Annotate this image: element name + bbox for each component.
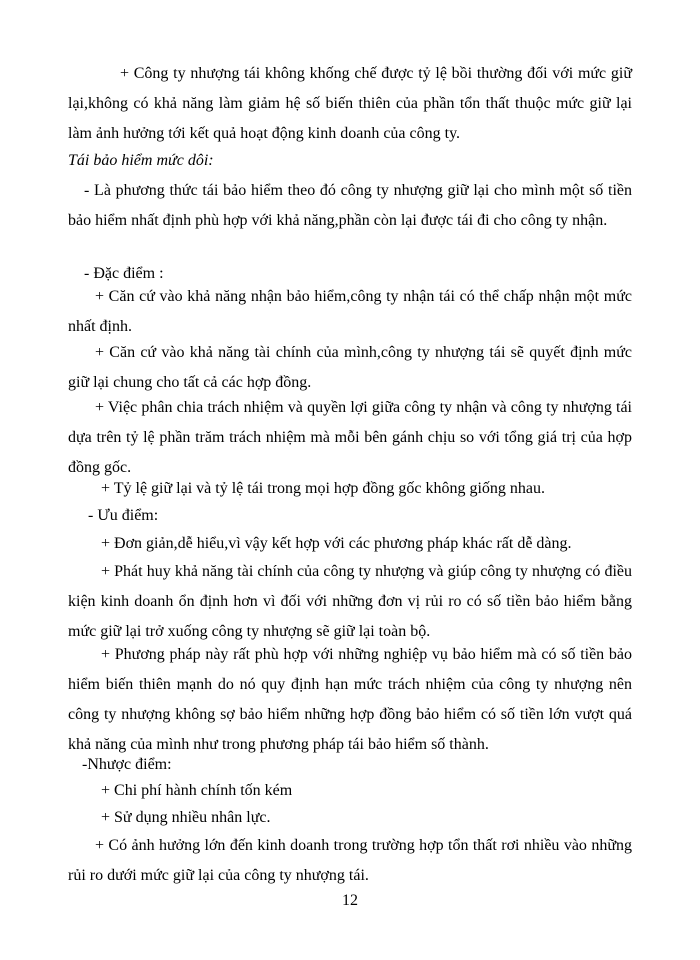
paragraph-disadvantage-3: + Có ảnh hưởng lớn đến kinh doanh trong trường hợp tổn thất rơi nhiều vào những rủi ro dưới mức giữ lại của công ty nhượng tái. xyxy=(68,837,632,884)
paragraph-characteristic-2: + Căn cứ vào khả năng tài chính của mình,công ty nhượng tái sẽ quyết định mức giữ lại chung cho tất cả các hợp đồng. xyxy=(68,344,632,391)
paragraph-advantage-3: + Phương pháp này rất phù hợp với những nghiệp vụ bảo hiểm mà có số tiền bảo hiểm biến thiên mạnh do nó quy định hạn mức trách nhiệm của công ty nhượng nên công ty nhượng không sợ bảo hiểm những hợp đồng bảo hiểm có số tiền lớn vượt quá khả năng của mình như trong phương pháp tái bảo hiểm số thành. xyxy=(68,646,632,753)
paragraph-disadvantage-2: + Sử dụng nhiều nhân lực. xyxy=(101,809,271,826)
paragraph-characteristic-1: + Căn cứ vào khả năng nhận bảo hiểm,công ty nhận tái có thể chấp nhận một mức nhất định. xyxy=(68,288,632,335)
paragraph-advantage-2: + Phát huy khả năng tài chính của công ty nhượng và giúp công ty nhượng có điều kiện kinh doanh ổn định hơn vì đối với những đơn vị rủi ro có số tiền bảo hiểm bằng mức giữ lại trở xuống công ty nhượng sẽ giữ lại toàn bộ. xyxy=(68,563,632,640)
paragraph-retention-limit-issue: + Công ty nhượng tái không khống chế được tỷ lệ bồi thường đối với mức giữ lại,không có khả năng làm giảm hệ số biến thiên của phần tổn thất thuộc mức giữ lại làm ảnh hưởng tới kết quả hoạt động kinh doanh của công ty. xyxy=(68,65,632,142)
paragraph-advantage-1: + Đơn giản,dễ hiểu,vì vậy kết hợp với các phương pháp khác rất dễ dàng. xyxy=(101,535,572,552)
paragraph-disadvantage-1: + Chi phí hành chính tốn kém xyxy=(101,782,293,799)
paragraph-characteristic-4: + Tỷ lệ giữ lại và tỷ lệ tái trong mọi hợp đồng gốc không giống nhau. xyxy=(101,480,546,497)
section-heading-surplus-reinsurance: Tái bảo hiểm mức dôi: xyxy=(68,152,214,169)
paragraph-definition: - Là phương thức tái bảo hiểm theo đó công ty nhượng giữ lại cho mình một số tiền bảo hiểm nhất định phù hợp với khả năng,phần còn lại được tái đi cho công ty nhận. xyxy=(68,182,632,229)
heading-advantages: - Ưu điểm: xyxy=(88,507,159,524)
heading-disadvantages: -Nhược điểm: xyxy=(82,756,172,773)
paragraph-characteristic-3: + Việc phân chia trách nhiệm và quyền lợi giữa công ty nhận và công ty nhượng tái dựa trên tỷ lệ phần trăm trách nhiệm mà mỗi bên gánh chịu so với tổng giá trị của hợp đồng gốc. xyxy=(68,399,632,476)
page-number: 12 xyxy=(342,892,358,909)
heading-characteristics: - Đặc điểm : xyxy=(84,265,164,282)
